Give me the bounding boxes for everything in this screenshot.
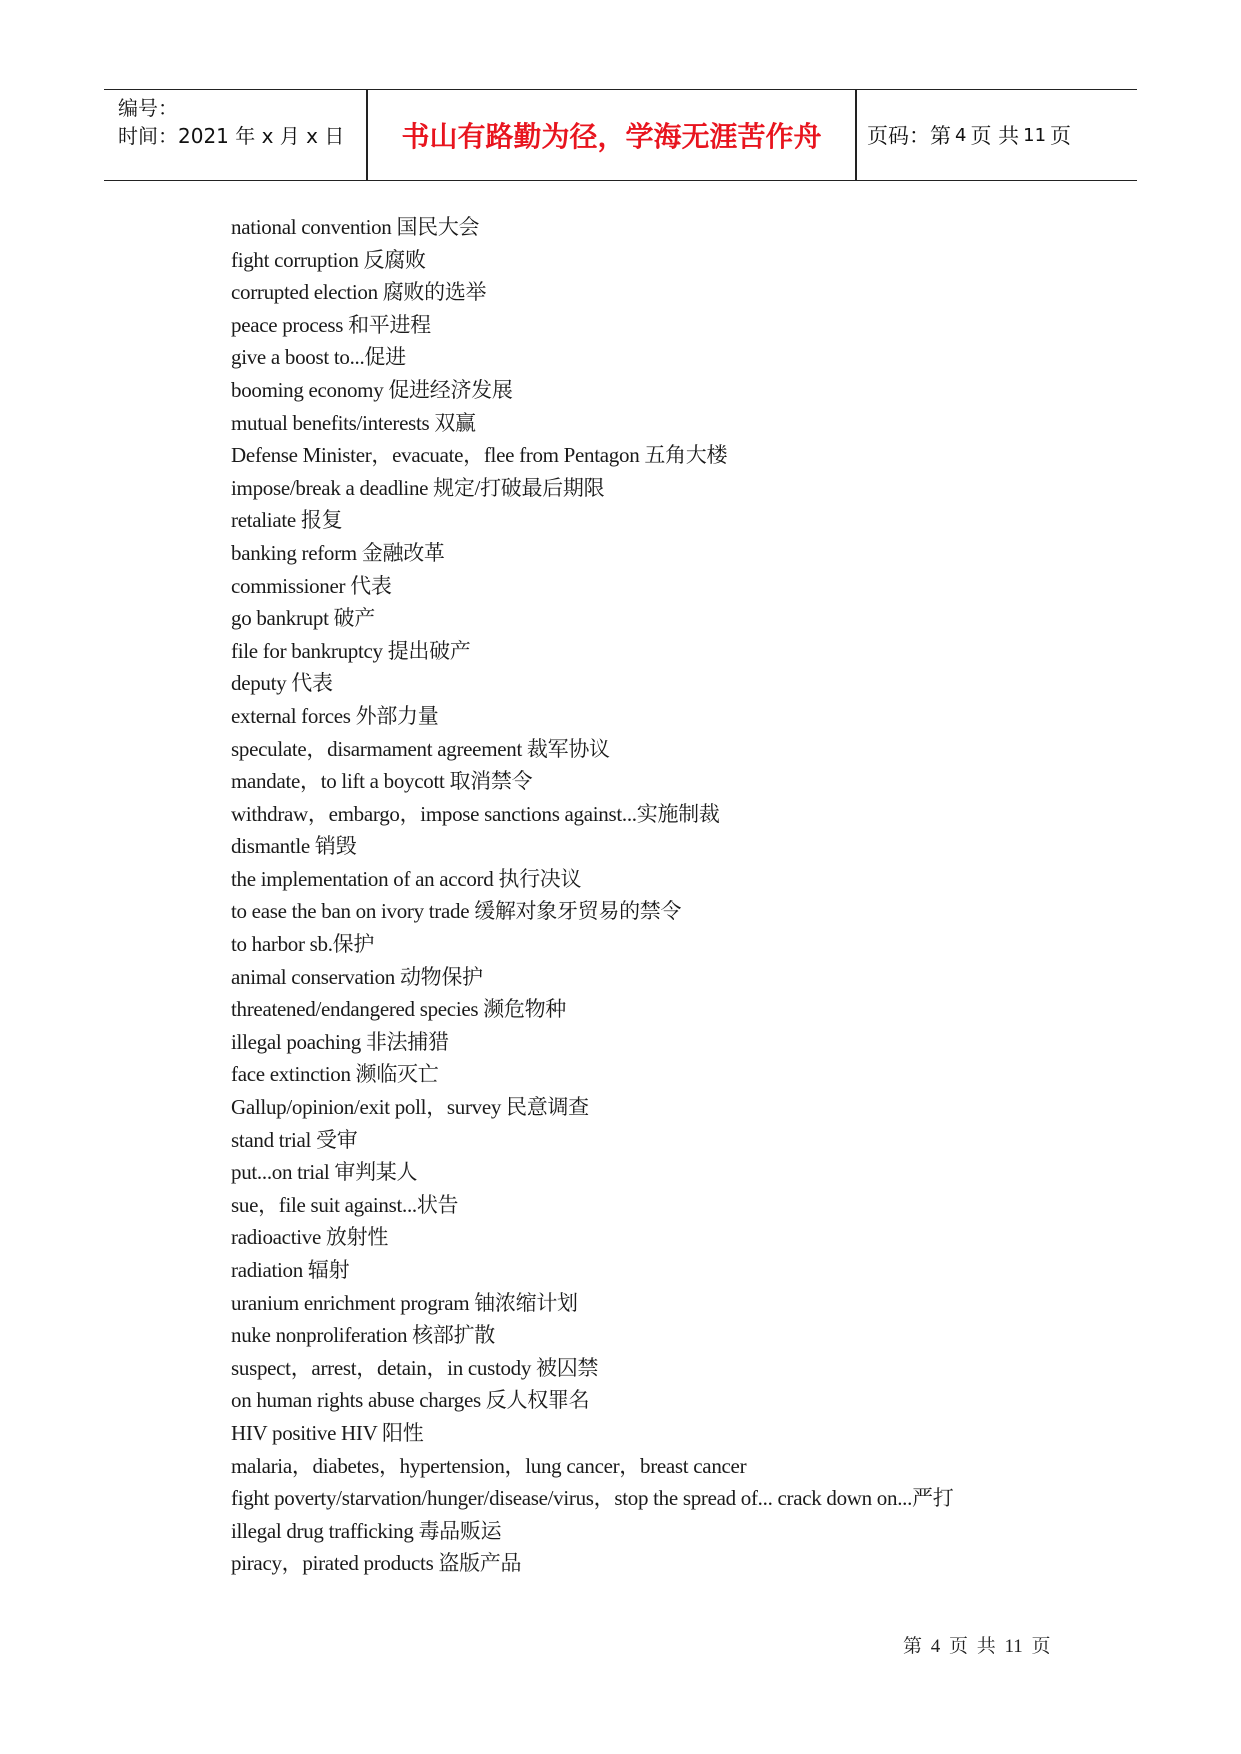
vocabulary-item: radiation 辐射	[231, 1258, 350, 1282]
vocabulary-item: peace process 和平进程	[231, 312, 431, 337]
vocabulary-item: dismantle 销毁	[231, 834, 357, 859]
vocabulary-item: booming economy 促进经济发展	[231, 377, 513, 402]
vocabulary-item: corrupted election 腐败的选举	[231, 280, 487, 305]
vocabulary-item: speculate，disarmament agreement 裁军协议	[231, 736, 610, 761]
vocabulary-item: go bankrupt 破产	[231, 606, 375, 631]
vocabulary-item: uranium enrichment program 铀浓缩计划	[231, 1290, 578, 1315]
vocabulary-item: put...on trial 审判某人	[231, 1160, 418, 1185]
vocabulary-item: deputy 代表	[231, 671, 333, 696]
vocabulary-item: impose/break a deadline 规定/打破最后期限	[231, 475, 605, 500]
vocabulary-item: nuke nonproliferation 核部扩散	[231, 1323, 495, 1348]
vocabulary-item: HIV positive HIV 阳性	[231, 1420, 424, 1445]
vocabulary-item: sue，file suit against...状告	[231, 1192, 459, 1217]
header-page-code	[867, 90, 1071, 180]
vocabulary-item: retaliate 报复	[231, 508, 343, 533]
page-code-current: 4	[955, 124, 967, 146]
vocabulary-item: stand trial 受审	[231, 1127, 358, 1152]
vocabulary-item: national convention 国民大会	[231, 215, 480, 239]
vocabulary-item: illegal poaching 非法捕猎	[231, 1029, 449, 1054]
vocabulary-item: file for bankruptcy 提出破产	[231, 638, 471, 663]
vocabulary-item: give a boost to...促进	[231, 345, 406, 370]
page-code-suffix: 页	[1050, 124, 1072, 148]
date-label: 时间：2021 年 x 月 x 日	[118, 124, 345, 148]
vocabulary-item: commissioner 代表	[231, 573, 392, 598]
vocabulary-item: suspect，arrest，detain，in custody 被囚禁	[231, 1355, 599, 1380]
header-divider	[855, 90, 857, 180]
vocabulary-item: radioactive 放射性	[231, 1225, 389, 1250]
page-code-mid: 页 共	[970, 124, 1020, 148]
vocabulary-item: fight poverty/starvation/hunger/disease/virus，stop the spread of... crack down on...严打	[231, 1486, 954, 1511]
vocabulary-item: to ease the ban on ivory trade 缓解对象牙贸易的禁令	[231, 899, 682, 924]
vocabulary-item: on human rights abuse charges 反人权罪名	[231, 1388, 590, 1413]
page-code-total: 11	[1023, 124, 1047, 146]
vocabulary-item: to harbor sb.保护	[231, 932, 375, 957]
vocabulary-item: banking reform 金融改革	[231, 540, 445, 565]
vocabulary-item: withdraw，embargo，impose sanctions against...实施制裁	[231, 801, 720, 826]
vocabulary-item: the implementation of an accord 执行决议	[231, 866, 582, 891]
vocabulary-item: mutual benefits/interests 双赢	[231, 410, 476, 435]
header-motto: 书山有路勤为径，学海无涯苦作舟	[401, 120, 822, 153]
page-code-prefix: 页码：第	[867, 124, 951, 148]
vocabulary-item: threatened/endangered species 濒危物种	[231, 997, 566, 1022]
vocabulary-item: malaria，diabetes，hypertension，lung cancer，breast cancer	[231, 1453, 747, 1478]
document-header	[104, 89, 1137, 181]
vocabulary-item: face extinction 濒临灭亡	[231, 1062, 439, 1087]
vocabulary-list	[231, 211, 953, 1580]
vocabulary-item: external forces 外部力量	[231, 703, 439, 728]
vocabulary-item: piracy，pirated products 盗版产品	[231, 1551, 522, 1576]
vocabulary-item: Gallup/opinion/exit poll，survey 民意调查	[231, 1095, 589, 1120]
serial-number-label: 编号：	[118, 96, 178, 120]
vocabulary-item: illegal drug trafficking 毒品贩运	[231, 1518, 502, 1543]
page-footer: 第 4 页 共 11 页	[903, 1636, 1051, 1657]
vocabulary-item: animal conservation 动物保护	[231, 964, 483, 989]
vocabulary-item: Defense Minister，evacuate，flee from Pentagon 五角大楼	[231, 443, 728, 468]
header-meta	[118, 94, 344, 150]
vocabulary-item: mandate，to lift a boycott 取消禁令	[231, 769, 533, 794]
vocabulary-item: fight corruption 反腐败	[231, 247, 426, 272]
